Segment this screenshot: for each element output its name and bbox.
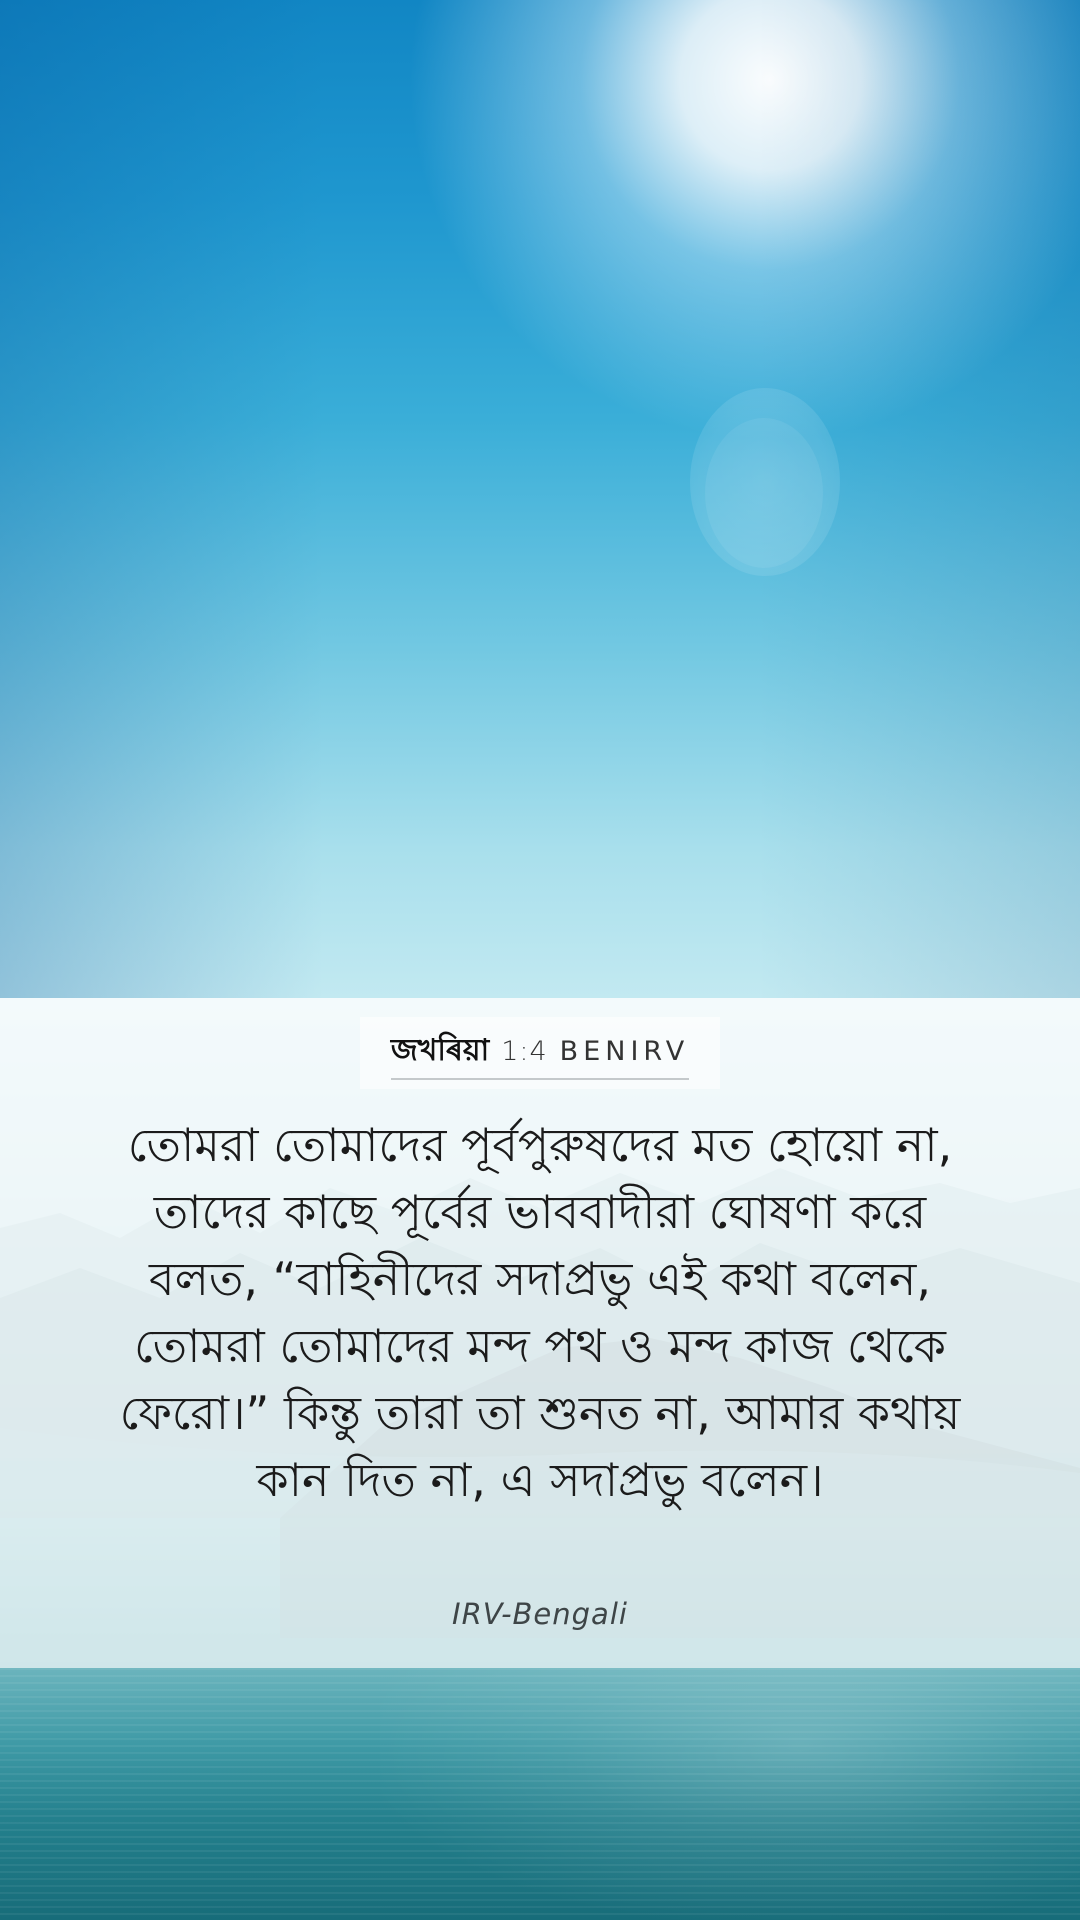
translation-attribution: IRV-Bengali xyxy=(452,1597,628,1631)
verse-text: তোমরা তোমাদের পূর্বপুরুষদের মত হোয়ো না, তাদের কাছে পূর্বের ভাববাদীরা ঘোষণা করে বলত, “বাহিনীদের সদাপ্রভু এই কথা বলেন, তোমরা তোমাদের মন্দ পথ ও মন্দ কাজ থেকে ফেরো।” কিন্তু তারা তা শুনত না, আমার কথায় কান দিত না, এ সদাপ্রভু বলেন। xyxy=(119,1118,961,1507)
book-name: জখৰিয়া xyxy=(390,1033,490,1068)
bible-version: BENIRV xyxy=(559,1036,690,1067)
water-sparkle xyxy=(380,1668,1080,1920)
lens-flare-inner xyxy=(705,418,823,568)
verse-reference-text xyxy=(391,1026,689,1080)
chapter-verse: 1:4 xyxy=(501,1036,548,1067)
verse-reference xyxy=(360,1017,720,1089)
